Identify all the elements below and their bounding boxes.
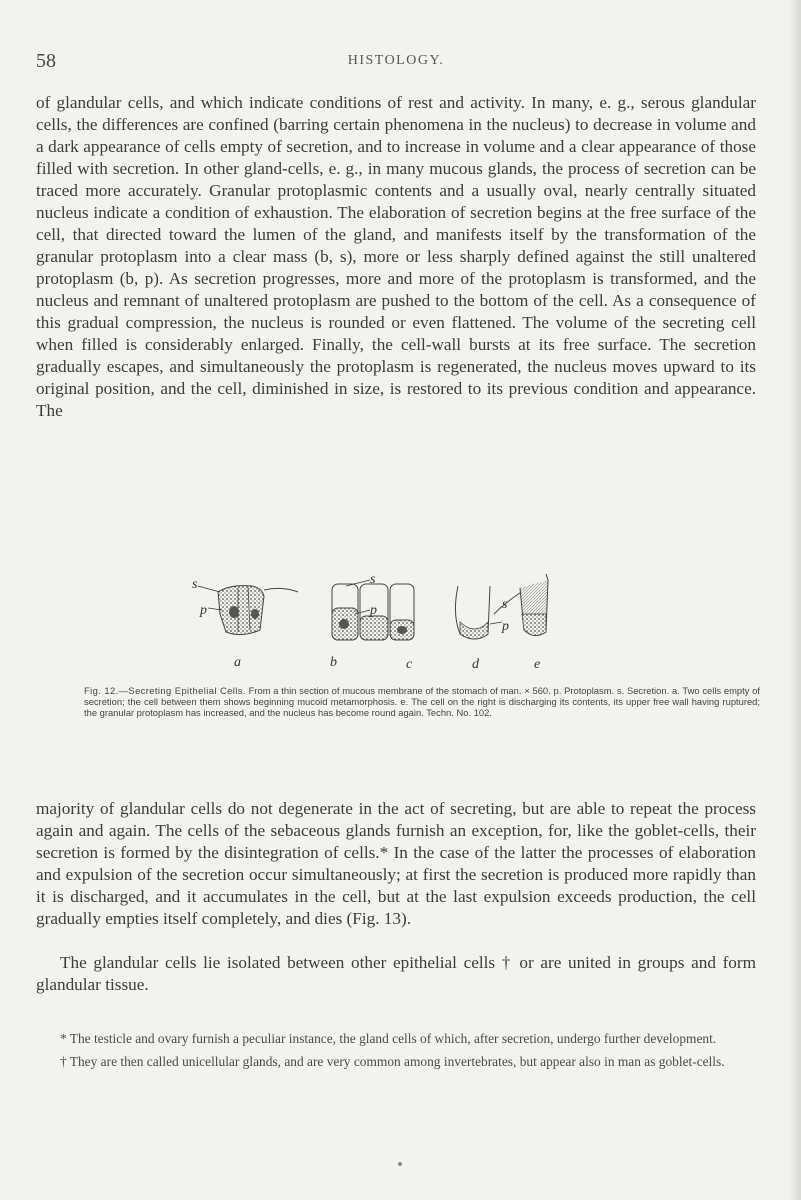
label-s-d: s (502, 597, 508, 612)
caption-text: From a thin section of mucous membrane of the stomach of man. × 560. p. Protoplasm. s. Secretion. a. Two cells empty of secretion; the cell between them shows beginning mucoid metamorphosis. e. The cell on the right is discharging its contents, its upper free wall having ruptured; the granular protoplasm has increased, and the nucleus has become round again. Techn. No. 102. (84, 685, 760, 719)
panel-letter-e: e (534, 657, 541, 672)
footnote-1: * The testicle and ovary furnish a peculiar instance, the gland cells of which, after secretion, undergo further development. (60, 1031, 717, 1046)
label-s-a: s (192, 577, 198, 592)
panel-letter-c: c (406, 657, 413, 672)
body-paragraph-1: of glandular cells, and which indicate conditions of rest and activity. In many, e. g., serous glandular cells, the differences are confined (barring certain phenomena in the nucleus) to decrease in volume and a dark appearance of cells empty of secretion, and to increase in volume and a clear appearance of those filled with secretion. In other gland-cells, e. g., in many mucous glands, the process of secretion can be traced more accurately. Granular protoplasmic contents and a usually oval, nearly centrally situated nucleus indicate a condition of exhaustion. The elaboration of secretion begins at the free surface of the cell, that directed toward the lumen of the gland, and manifests itself by the transformation of the granular protoplasm into a clear mass (b, s), more or less sharply defined against the still unaltered protoplasm (b, p). As secretion progresses, more and more of the protoplasm is transformed, and the nucleus and remnant of unaltered protoplasm are pushed to the bottom of the cell. As a consequence of this gradual compression, the nucleus is rounded or even flattened. The volume of the secreting cell when filled is considerably enlarged. Finally, the cell-wall bursts at its free surface. The secretion gradually escapes, and simultaneously the protoplasm is regenerated, the nucleus moves upward to its original position, and the cell, diminished in size, is restored to its previous condition and appearance. The (36, 93, 756, 420)
body-paragraph-2: majority of glandular cells do not degenerate in the act of secreting, but are able to repeat the process again and again. The cells of the sebaceous glands furnish an exception, for, like the goblet-cells, their secretion is formed by the disintegration of cells.* In the case of the latter the processes of elaboration and expulsion of the secretion occur simultaneously; at first the secretion is produced more rapidly than it is discharged, and it accumulates in the cell, but at the last expulsion exceeds production, the cell gradually empties itself completely, and dies (Fig. 13). (36, 799, 756, 928)
panel-a-cells (198, 586, 298, 635)
panel-letter-a: a (234, 655, 241, 670)
figure-caption (84, 685, 760, 719)
page-mark (398, 1162, 402, 1166)
caption-label: Fig. 12.—Secreting Epithelial Cells. (84, 685, 246, 696)
body-paragraph-3: The glandular cells lie isolated between other epithelial cells † or are united in groups and form glandular tissue. (36, 953, 756, 994)
footnotes (36, 1029, 756, 1075)
page-header (36, 50, 756, 76)
label-s-b: s (370, 574, 376, 587)
label-p-b: p (370, 603, 377, 618)
figure-illustration (190, 574, 610, 674)
page-number: 58 (36, 50, 56, 72)
label-p-d: p (502, 619, 509, 634)
footnote-2: † They are then called unicellular glands, and are very common among invertebrates, but appear also in man as goblet-cells. (60, 1054, 725, 1069)
page-edge-shadow (789, 0, 801, 1200)
figure-secreting-cells (190, 574, 610, 674)
running-head: HISTOLOGY. (347, 53, 445, 68)
panel-letter-d: d (472, 657, 479, 672)
label-p-a: p (200, 603, 207, 618)
panel-letter-b: b (330, 655, 337, 670)
